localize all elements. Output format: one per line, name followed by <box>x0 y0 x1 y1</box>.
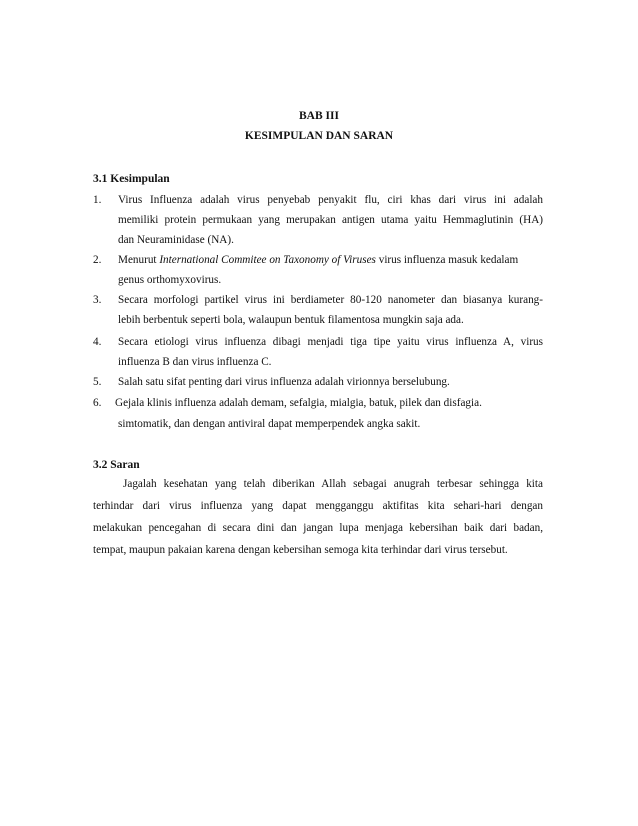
chapter-label: BAB III <box>299 110 339 122</box>
list-item-number: 4. <box>93 336 102 348</box>
list-item-line <box>118 254 543 266</box>
list-item-line: memiliki protein permukaan yang merupakan antigen utama yaitu Hemmaglutinin (HA) <box>118 214 543 226</box>
list-item-line: influenza B dan virus influenza C. <box>118 356 272 368</box>
list-item-number: 6. <box>93 397 102 409</box>
italic-term: International Commitee on Taxonomy of Viruses <box>159 254 376 266</box>
list-item-number: 5. <box>93 376 102 388</box>
list-item-line: Salah satu sifat penting dari virus influenza adalah virionnya berselubung. <box>118 376 450 388</box>
list-item-line: Secara morfologi partikel virus ini berdiameter 80-120 nanometer dan biasanya kurang- <box>118 294 543 306</box>
section-heading-saran: 3.2 Saran <box>93 459 140 471</box>
list-item-line: dan Neuraminidase (NA). <box>118 234 234 246</box>
list-item-number: 3. <box>93 294 102 306</box>
paragraph-line: Jagalah kesehatan yang telah diberikan Allah sebagai anugrah terbesar sehingga kita <box>123 478 543 490</box>
page-title: KESIMPULAN DAN SARAN <box>244 130 394 142</box>
list-item-number: 1. <box>93 194 102 206</box>
list-item-line: Gejala klinis influenza adalah demam, sefalgia, mialgia, batuk, pilek dan disfagia. <box>115 397 482 409</box>
list-item-line: simtomatik, dan dengan antiviral dapat memperpendek angka sakit. <box>118 418 421 430</box>
paragraph-line: melakukan pencegahan di secara dini dan jangan lupa menjaga kebersihan baik dari badan, <box>93 522 543 534</box>
paragraph-line: terhindar dari virus influenza yang dapat mengganggu aktifitas kita sehari-hari dengan <box>93 500 543 512</box>
list-item-line: Secara etiologi virus influenza dibagi menjadi tiga tipe yaitu virus influenza A, virus <box>118 336 543 348</box>
list-item-number: 2. <box>93 254 102 266</box>
paragraph-line: tempat, maupun pakaian karena dengan kebersihan semoga kita terhindar dari virus tersebut. <box>93 544 508 556</box>
list-item-line: lebih berbentuk seperti bola, walaupun bentuk filamentosa mungkin saja ada. <box>118 314 464 326</box>
list-item-line: Virus Influenza adalah virus penyebab penyakit flu, ciri khas dari virus ini adalah <box>118 194 543 206</box>
section-heading-kesimpulan: 3.1 Kesimpulan <box>93 173 170 185</box>
list-item-line: genus orthomyxovirus. <box>118 274 222 286</box>
list-item-text: Menurut International Commitee on Taxonomy of Viruses virus influenza masuk kedalam <box>118 254 519 266</box>
